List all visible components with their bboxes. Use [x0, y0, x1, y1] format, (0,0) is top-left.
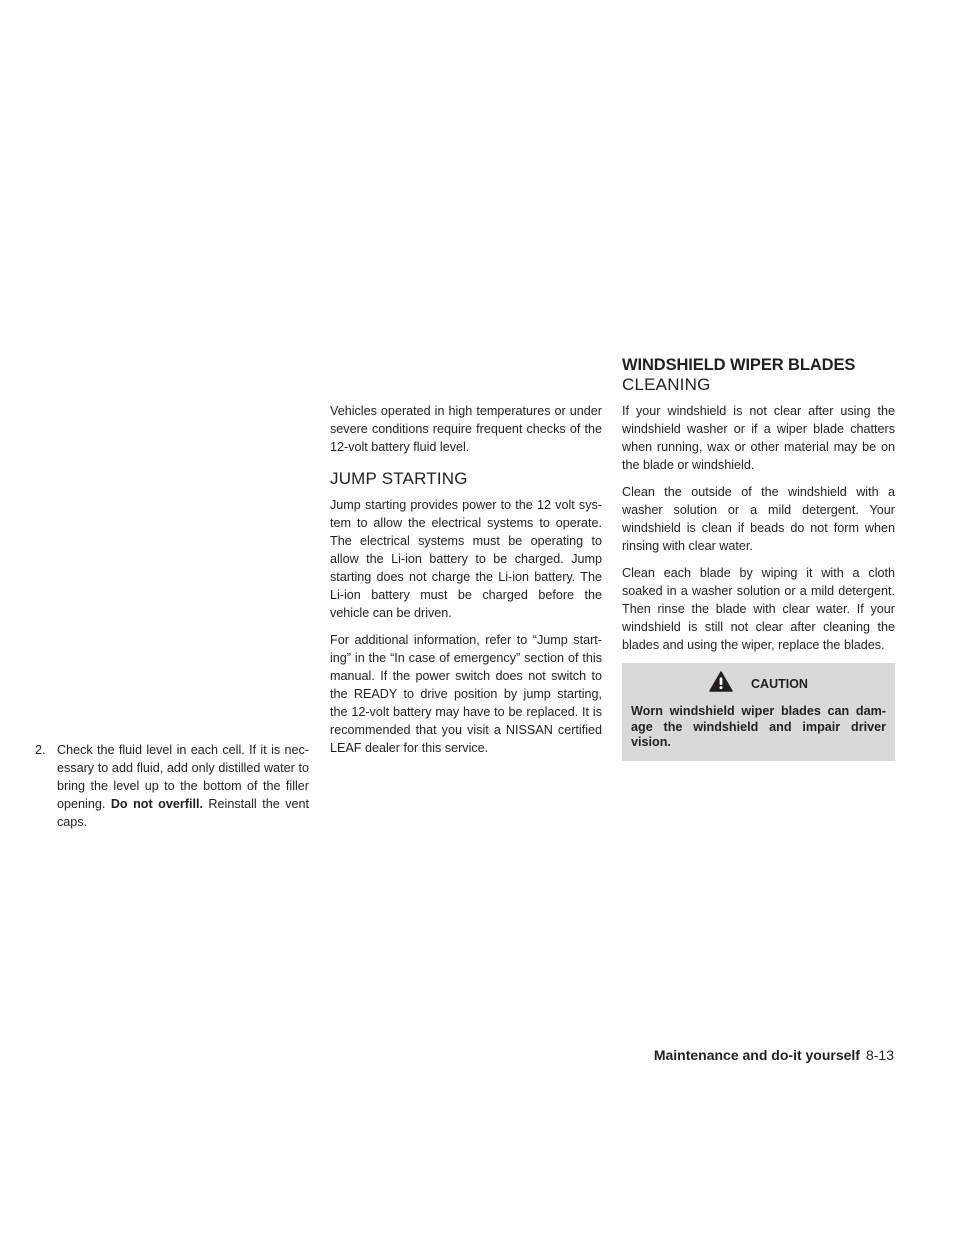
right-column	[622, 356, 895, 761]
wiper-blades-heading: WINDSHIELD WIPER BLADES	[622, 356, 856, 374]
caution-header	[631, 671, 886, 697]
step-warning-bold: Do not overfill.	[110, 797, 203, 811]
jump-starting-paragraph-1: Jump starting provides power to the 12 volt sys- tem to allow the electrical systems to operate. The electrical systems must be operating to allow the Li-ion battery to be charged. Jump starting does not charge the Li-ion battery. The Li-ion battery must be charged before the vehicle can be driven.	[330, 498, 602, 620]
step-number: 2.	[35, 743, 46, 757]
jump-starting-heading: JUMP STARTING	[330, 469, 468, 488]
caution-label: CAUTION	[751, 677, 808, 691]
battery-intro-paragraph: Vehicles operated in high temperatures or under severe conditions require frequent checks of the 12-volt battery fluid level.	[330, 404, 602, 454]
caution-text: Worn windshield wiper blades can dam- age the windshield and impair driver vision.	[631, 704, 886, 749]
numbered-step	[35, 741, 309, 831]
caution-box	[622, 663, 895, 761]
jump-starting-paragraph-2: For additional information, refer to “Jump start- ing” in the “In case of emergency” section of this manual. If the power switch does not switch to the READY to drive position by jump starting, the 12-volt battery may have to be replaced. It is recommended that you visit a NISSAN certified LEAF dealer for this service.	[330, 633, 602, 755]
step-text	[57, 741, 309, 831]
middle-column	[330, 402, 602, 766]
step-text-end: Reinstall the vent caps.	[57, 797, 309, 829]
footer-section-name: Maintenance and do-it yourself	[653, 1047, 860, 1063]
left-column	[35, 741, 309, 831]
cleaning-paragraph-1: If your windshield is not clear after using the windshield washer or if a wiper blade chatters when running, wax or other material may be on the blade or windshield.	[622, 404, 895, 472]
page-footer	[654, 1047, 894, 1063]
page-number: 8-13	[865, 1047, 894, 1063]
step-text-start: Check the fluid level in each cell. If it is nec- essary to add fluid, add only distilled water to bring the level up to the bottom of the filler opening.	[57, 743, 309, 811]
warning-triangle-icon	[709, 671, 733, 697]
cleaning-heading: CLEANING	[622, 375, 711, 394]
cleaning-paragraph-2: Clean the outside of the windshield with a washer solution or a mild detergent. Your windshield is clean if beads do not form when rinsing with clear water.	[622, 485, 895, 553]
cleaning-paragraph-3: Clean each blade by wiping it with a cloth soaked in a washer solution or a mild detergent. Then rinse the blade with clear water. If your windshield is still not clear after cleaning the blades and using the wiper, replace the blades.	[622, 566, 895, 652]
